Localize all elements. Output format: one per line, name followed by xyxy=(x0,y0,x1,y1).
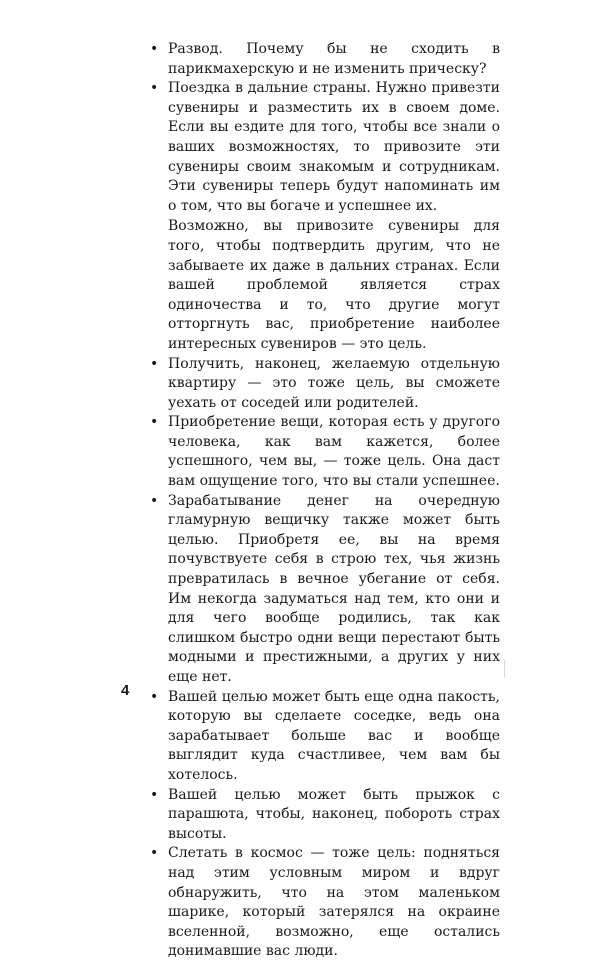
list-item xyxy=(150,492,500,688)
list-item xyxy=(150,688,500,786)
list-item-text: Слетать в космос — тоже цель: подняться над этим условным миром и вдруг обнаружить, что на этом маленьком шарике, который затерялся на окраине вселенной, возможно, еще остались донимавшие вас люди. xyxy=(168,845,500,960)
list-item-text: Вашей целью может быть еще одна пакость, которую вы сделаете соседке, ведь она зарабатывает больше вас и вообще выглядит куда счастливее, чем вам бы хотелось. xyxy=(168,688,500,783)
list-item xyxy=(150,355,500,414)
page-number: 4 xyxy=(121,682,130,699)
list-item-text: Получить, наконец, желаемую отдельную квартиру — это тоже цель, вы сможете уехать от соседей или родителей. xyxy=(168,355,500,411)
bullet-icon: • xyxy=(150,786,159,803)
list-item xyxy=(150,79,500,354)
list-item-text: Зарабатывание денег на очередную гламурную вещичку также может быть целью. Приобретя ее, вы на время почувствуете себя в строю тех, чья жизнь превратилась в вечное убегание от себя. Им некогда задуматься над тем, кто они и для чего вообще родились, так как слишком быстро одни вещи перестают быть модными и престижными, а других у них еще нет. xyxy=(168,492,500,685)
list-item xyxy=(150,786,500,845)
bullet-icon: • xyxy=(150,41,159,57)
scan-edge-mark xyxy=(504,660,505,678)
list-item-text: Вашей целью может быть прыжок с парашюта, чтобы, наконец, побороть страх высоты. xyxy=(168,786,500,842)
bullet-icon: • xyxy=(150,80,159,97)
list-item-continuation: Возможно, вы привозите сувениры для того, чтобы подтвердить другим, что не забываете их даже в дальних странах. Если вашей проблемой является страх одиночества и то, что другие могут отторгнуть вас, приобретение наиболее интересных сувениров — это цель. xyxy=(168,218,500,352)
list-item-text: Развод. Почему бы не сходить в парикмахерскую и не изменить прическу? xyxy=(168,41,500,77)
list-item-text: Приобретение вещи, которая есть у другого человека, как вам кажется, более успешного, чем вы, — тоже цель. Она даст вам ощущение того, что вы стали успешнее. xyxy=(168,414,500,490)
bullet-icon: • xyxy=(150,492,159,509)
bullet-list xyxy=(150,40,500,962)
list-item xyxy=(150,413,500,491)
list-item xyxy=(150,40,500,79)
bullet-icon: • xyxy=(150,845,159,862)
bullet-icon: • xyxy=(150,414,159,431)
bullet-icon: • xyxy=(150,355,159,372)
list-item xyxy=(150,844,500,962)
list-item-text: Поездка в дальние страны. Нужно привезти сувениры и разместить их в своем доме. Если вы ездите для того, чтобы все знали о ваших возможностях, то привозите эти сувениры своим знакомым и сотрудникам. Эти сувениры теперь будут напоминать им о том, что вы богаче и успешнее их. xyxy=(168,80,500,214)
bullet-icon: • xyxy=(150,688,159,705)
